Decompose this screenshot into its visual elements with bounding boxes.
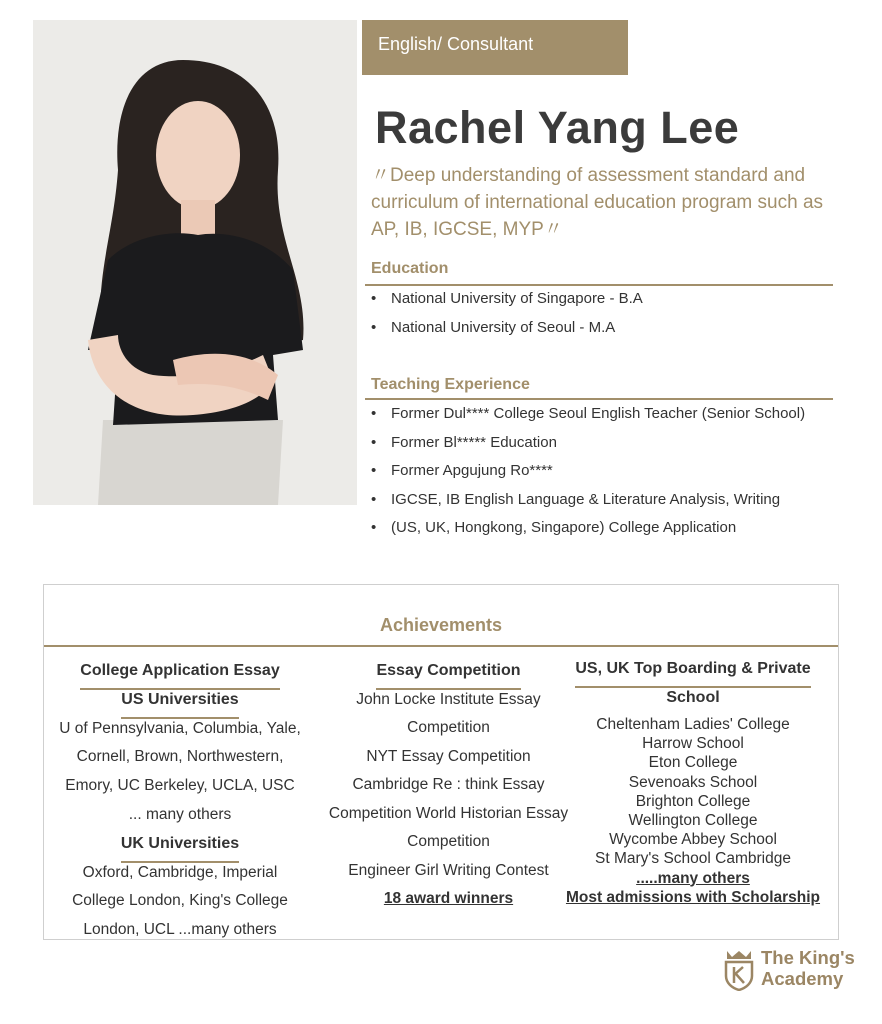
teaching-item: • Former Apgujung Ro****: [371, 457, 805, 486]
uk-universities-line: College London, King's College: [72, 892, 288, 910]
school-item: Harrow School: [642, 735, 744, 753]
uk-universities-line: Oxford, Cambridge, Imperial: [82, 863, 278, 881]
essay-competition-column: [316, 657, 581, 914]
us-universities-heading: US Universities: [121, 686, 238, 719]
consultant-photo: [33, 20, 357, 505]
achievements-box: [43, 584, 839, 940]
school-item: Eton College: [648, 754, 738, 772]
us-universities-line: Cornell, Brown, Northwestern,: [76, 748, 284, 766]
education-list: [371, 285, 643, 342]
scholarship-note: Most admissions with Scholarship: [565, 888, 821, 906]
award-winners: 18 award winners: [383, 890, 514, 907]
education-item: • National University of Seoul - M.A: [371, 314, 643, 343]
us-universities-line: ... many others: [128, 805, 232, 823]
boarding-heading: US, UK Top Boarding & Private: [575, 655, 810, 688]
college-essay-column: [50, 657, 310, 945]
consultant-quote: [371, 162, 851, 243]
essay-competition-line: NYT Essay Competition: [366, 747, 531, 765]
essay-competition-line: Competition: [407, 833, 490, 850]
education-title: Education: [371, 260, 449, 277]
college-essay-heading: College Application Essay: [80, 657, 279, 690]
role-banner: [362, 20, 628, 75]
boarding-heading-cont: School: [666, 689, 720, 706]
consultant-name: Rachel Yang Lee: [375, 102, 740, 153]
teaching-title: Teaching Experience: [371, 376, 530, 393]
achievements-divider: [44, 645, 838, 647]
us-universities-line: Emory, UC Berkeley, UCLA, USC: [65, 777, 295, 795]
quote-line: curriculum of international education program such as: [371, 192, 824, 213]
achievements-title: Achievements: [379, 615, 503, 635]
essay-competition-line: John Locke Institute Essay: [356, 690, 541, 708]
essay-competition-line: Competition: [407, 719, 490, 736]
uk-universities-line: London, UCL ...many others: [83, 921, 277, 939]
teaching-item: • Former Bl***** Education: [371, 429, 805, 458]
quote-line: AP, IB, IGCSE, MYP〃: [371, 219, 563, 240]
teaching-item: • Former Dul**** College Seoul English Teacher (Senior School): [371, 400, 805, 429]
school-item: Wellington College: [628, 811, 758, 829]
uk-universities-heading: UK Universities: [121, 830, 239, 863]
school-item: Cheltenham Ladies' College: [596, 716, 790, 733]
quote-line: 〃Deep understanding of assessment standard and: [371, 165, 806, 186]
logo-text: [761, 947, 855, 989]
essay-competition-line: Cambridge Re : think Essay: [352, 776, 545, 793]
boarding-school-column: [562, 655, 824, 907]
portrait-illustration: [33, 20, 357, 505]
teaching-item: • (US, UK, Hongkong, Singapore) College Application: [371, 514, 805, 543]
teaching-item: • IGCSE, IB English Language & Literature Analysis, Writing: [371, 486, 805, 515]
logo-line: Academy: [761, 968, 844, 989]
role-label: English/ Consultant: [378, 34, 534, 54]
us-universities-line: U of Pennsylvania, Columbia, Yale,: [59, 719, 301, 737]
essay-competition-heading: Essay Competition: [376, 657, 520, 690]
school-item: Sevenoaks School: [628, 773, 758, 791]
education-item: • National University of Singapore - B.A: [371, 285, 643, 314]
teaching-list: [371, 400, 805, 543]
school-item: Wycombe Abbey School: [609, 831, 777, 849]
logo-line: The King's: [761, 947, 855, 968]
many-others: .....many others: [636, 869, 750, 887]
crown-shield-icon: [723, 949, 755, 991]
school-item: St Mary's School Cambridge: [595, 850, 791, 868]
school-item: Brighton College: [635, 792, 751, 810]
essay-competition-line: Engineer Girl Writing Contest: [348, 861, 549, 879]
kings-academy-logo: [723, 947, 863, 997]
essay-competition-line: Competition World Historian Essay: [328, 804, 569, 822]
